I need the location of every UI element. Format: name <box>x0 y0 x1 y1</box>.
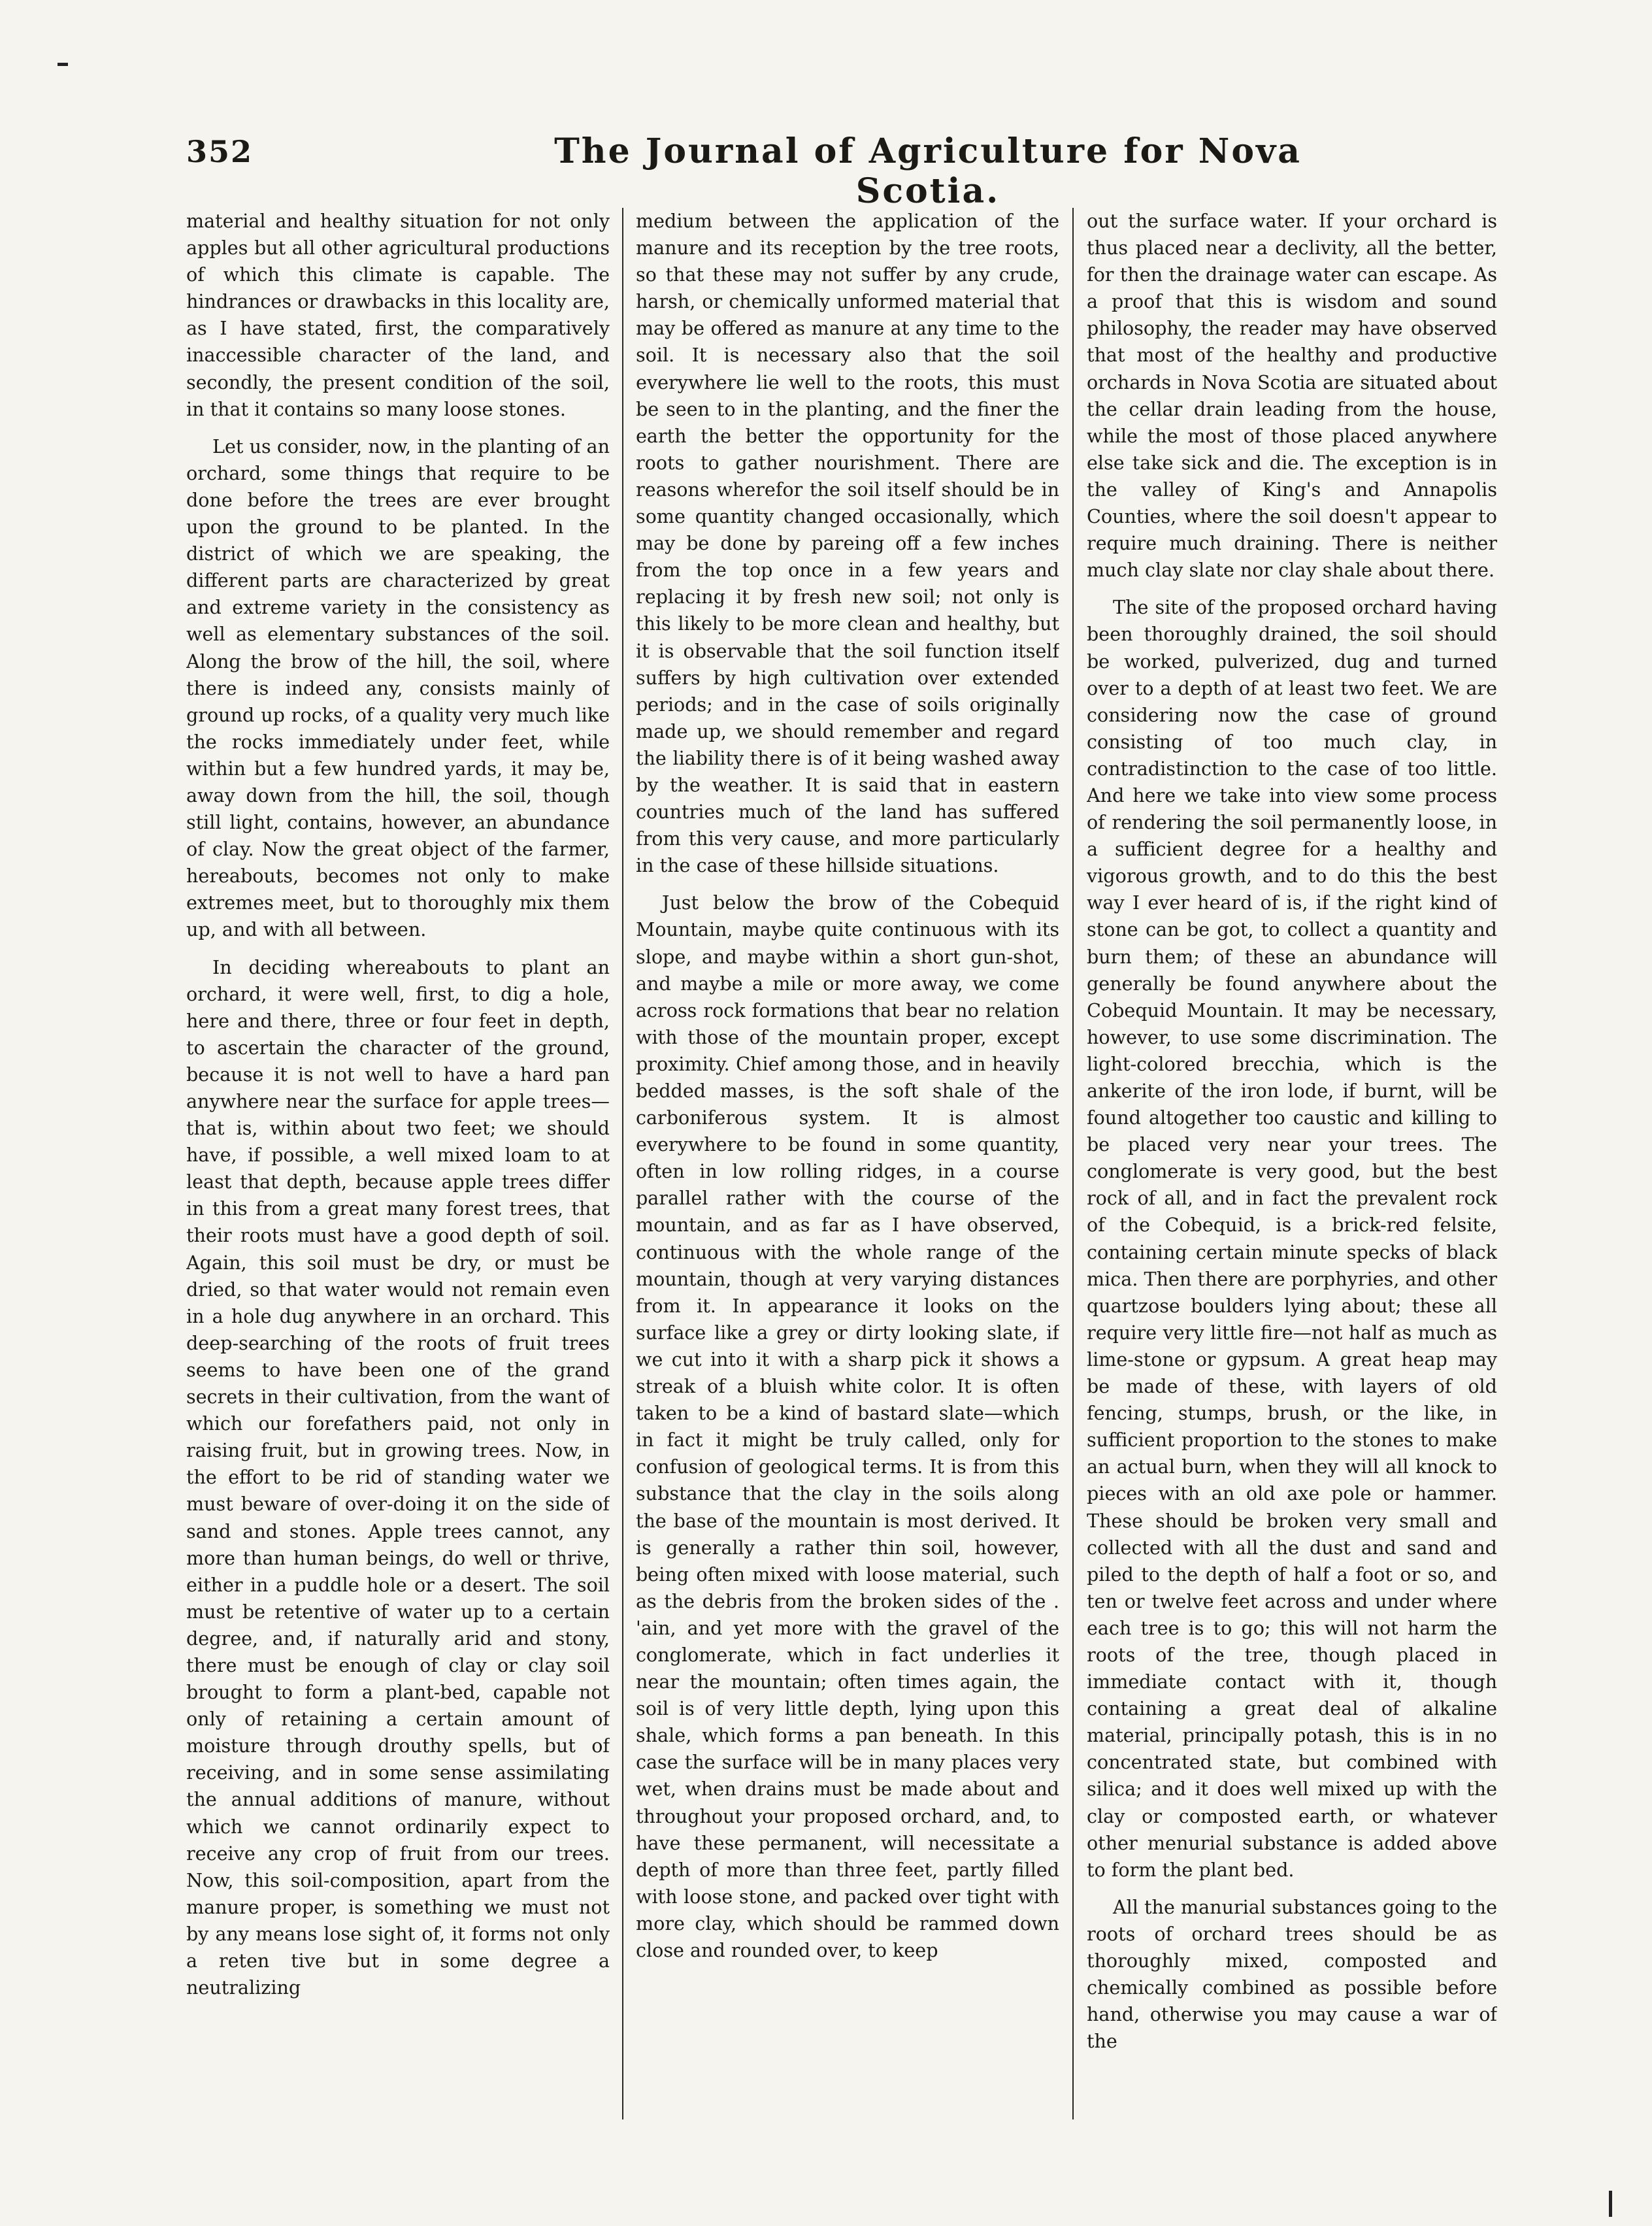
column-1 <box>186 208 610 2119</box>
paragraph: medium between the application of the manure and its reception by the tree roots, so that these may not suffer by any crude, harsh, or chemically unformed material that may be offered as manure at any time to the soil. It is necessary also that the soil everywhere lie well to the roots, this must be seen to in the planting, and the finer the earth the better the opportunity for the roots to gather nourishment. There are reasons wherefor the soil itself should be in some quantity changed occasionally, which may be done by pareing off a few inches from the top once in a few years and replacing it by fresh new soil; not only is this likely to be more clean and healthy, but it is observable that the soil function itself suffers by high cultivation over extended periods; and in the case of soils originally made up, we should remember and regard the liability there is of it being washed away by the weather. It is said that in eastern countries much of the land has suffered from this very cause, and more particularly in the case of these hillside situations. <box>636 210 1059 877</box>
article-body <box>186 208 1498 2119</box>
paragraph: In deciding whereabouts to plant an orchard, it were well, first, to dig a hole, here and there, three or four feet in depth, to ascertain the character of the ground, because it is not well to have a hard pan anywhere near the surface for apple trees—that is, within about two feet; we should have, if possible, a well mixed loam to at least that depth, because apple trees differ in this from a great many forest trees, that their roots must have a good depth of soil. Again, this soil must be dry, or must be dried, so that water would not remain even in a hole dug anywhere in an orchard. This deep-searching of the roots of fruit trees seems to have been one of the grand secrets in their cultivation, from the want of which our forefathers paid, not only in raising fruit, but in growing trees. Now, in the effort to be rid of standing water we must beware of over-doing it on the side of sand and stones. Apple trees cannot, any more than human beings, do well or thrive, either in a puddle hole or a desert. The soil must be retentive of water up to a certain degree, and, if naturally arid and stony, there must be enough of clay or clay soil brought to form a plant-bed, capable not only of retaining a certain amount of moisture through drouthy spells, but of receiving, and in some sense assimilating the annual additions of manure, without which we cannot ordinarily expect to receive any crop of fruit from our trees. Now, this soil-composition, apart from the manure proper, is something we must not by any means lose sight of, it forms not only a reten tive but in some degree a neutralizing <box>186 955 610 1999</box>
paragraph: material and healthy situation for not only apples but all other agricultural productions of which this climate is capable. The hindrances or drawbacks in this locality are, as I have stated, first, the comparatively inaccessible character of the land, and secondly, the present condition of the soil, in that it contains so many loose stones. <box>186 210 610 420</box>
page-header <box>186 127 1493 211</box>
paragraph: All the manurial substances going to the roots of orchard trees should be as thoroughly mixed, composted and chemically combined as possible before hand, otherwise you may cause a war of the <box>1087 1895 1497 2053</box>
paragraph: out the surface water. If your orchard is thus placed near a declivity, all the better, for then the drainage water can escape. As a proof that this is wisdom and sound philosophy, the reader may have observed that most of the healthy and productive orchards in Nova Scotia are situated about the cellar drain leading from the house, while the most of those placed anywhere else take sick and die. The exception is in the valley of King's and Annapolis Counties, where the soil doesn't appear to require much draining. There is neither much clay slate nor clay shale about there. <box>1087 210 1497 582</box>
column-2 <box>636 208 1059 2119</box>
paragraph: The site of the proposed orchard having been thoroughly drained, the soil should be worked, pulverized, dug and turned over to a depth of at least two feet. We are considering now the case of ground consisting of too much clay, in contradistinction to the case of too little. And here we take into view some process of rendering the soil permanently loose, in a sufficient degree for a healthy and vigorous growth, and to do this the best way I ever heard of is, if the right kind of stone can be got, to collect a quantity and burn them; of these an abundance will generally be found anywhere about the Cobequid Mountain. It may be necessary, however, to use some discrimination. The light-colored brecchia, which is the ankerite of the iron lode, if burnt, will be found altogether too caustic and killing to be placed very near your trees. The conglomerate is very good, but the best rock of all, and in fact the prevalent rock of the Cobequid, is a brick-red felsite, containing certain minute specks of black mica. Then there are porphyries, and other quartzose boulders lying about; these all require very little fire—not half as much as lime-stone or gypsum. A great heap may be made of these, with layers of old fencing, stumps, brush, or the like, in sufficient proportion to the stones to make an actual burn, when they will all knock to pieces with an old axe pole or hammer. These should be broken very small and collected with all the dust and sand and piled to the depth of half a foot or so, and ten or twelve feet across and under where each tree is to go; this will not harm the roots of the tree, though placed in immediate contact with it, though containing a great deal of alkaline material, principally potash, this is in no concentrated state, but combined with silica; and it does well mixed up with the clay or composted earth, or whatever other menurial substance is added above to form the plant bed. <box>1087 596 1497 1881</box>
paragraph: Let us consider, now, in the planting of an orchard, some things that require to be done before the trees are ever brought upon the ground to be planted. In the district of which we are speaking, the different parts are characterized by great and extreme variety in the consistency as well as elementary substances of the soil. Along the brow of the hill, the soil, where there is indeed any, consists mainly of ground up rocks, of a quality very much like the rocks immediately under feet, while within but a few hundred yards, it may be, away down from the hill, the soil, though still light, contains, however, an abundance of clay. Now the great object of the farmer, hereabouts, becomes not only to make extremes meet, but to thoroughly mix them up, and with all between. <box>186 435 610 941</box>
margin-mark <box>1609 2191 1612 2217</box>
margin-mark <box>58 63 68 66</box>
page-number: 352 <box>186 134 254 169</box>
column-divider <box>622 208 623 2119</box>
column-divider <box>1072 208 1074 2119</box>
paragraph: Just below the brow of the Cobequid Mountain, maybe quite continuous with its slope, and maybe within a short gun-shot, and maybe a mile or more away, we come across rock formations that bear no relation with those of the mountain proper, except proximity. Chief among those, and in heavily bedded masses, is the soft shale of the carboniferous system. It is almost everywhere to be found in some quantity, often in low rolling ridges, in a course parallel rather with the course of the mountain, and as far as I have observed, continuous with the whole range of the mountain, though at very varying distances from it. In appearance it looks on the surface like a grey or dirty looking slate, if we cut into it with a sharp pick it shows a streak of a bluish white color. It is often taken to be a kind of bastard slate—which in fact it might be truly called, only for confusion of geological terms. It is from this substance that the clay in the soils along the base of the mountain is most derived. It is generally a rather thin soil, however, being often mixed with loose material, such as the debris from the broken sides of the . 'ain, and yet more with the gravel of the conglomerate, which in fact underlies it near the mountain; often times again, the soil is of very little depth, lying upon this shale, which forms a pan beneath. In this case the surface will be in many places very wet, when drains must be made about and throughout your proposed orchard, and, to have these permanent, will necessitate a depth of more than three feet, partly filled with loose stone, and packed over tight with more clay, which should be rammed down close and rounded over, to keep <box>636 891 1059 1961</box>
journal-title: The Journal of Agriculture for Nova Scotia. <box>554 131 1302 211</box>
column-3 <box>1087 208 1497 2119</box>
